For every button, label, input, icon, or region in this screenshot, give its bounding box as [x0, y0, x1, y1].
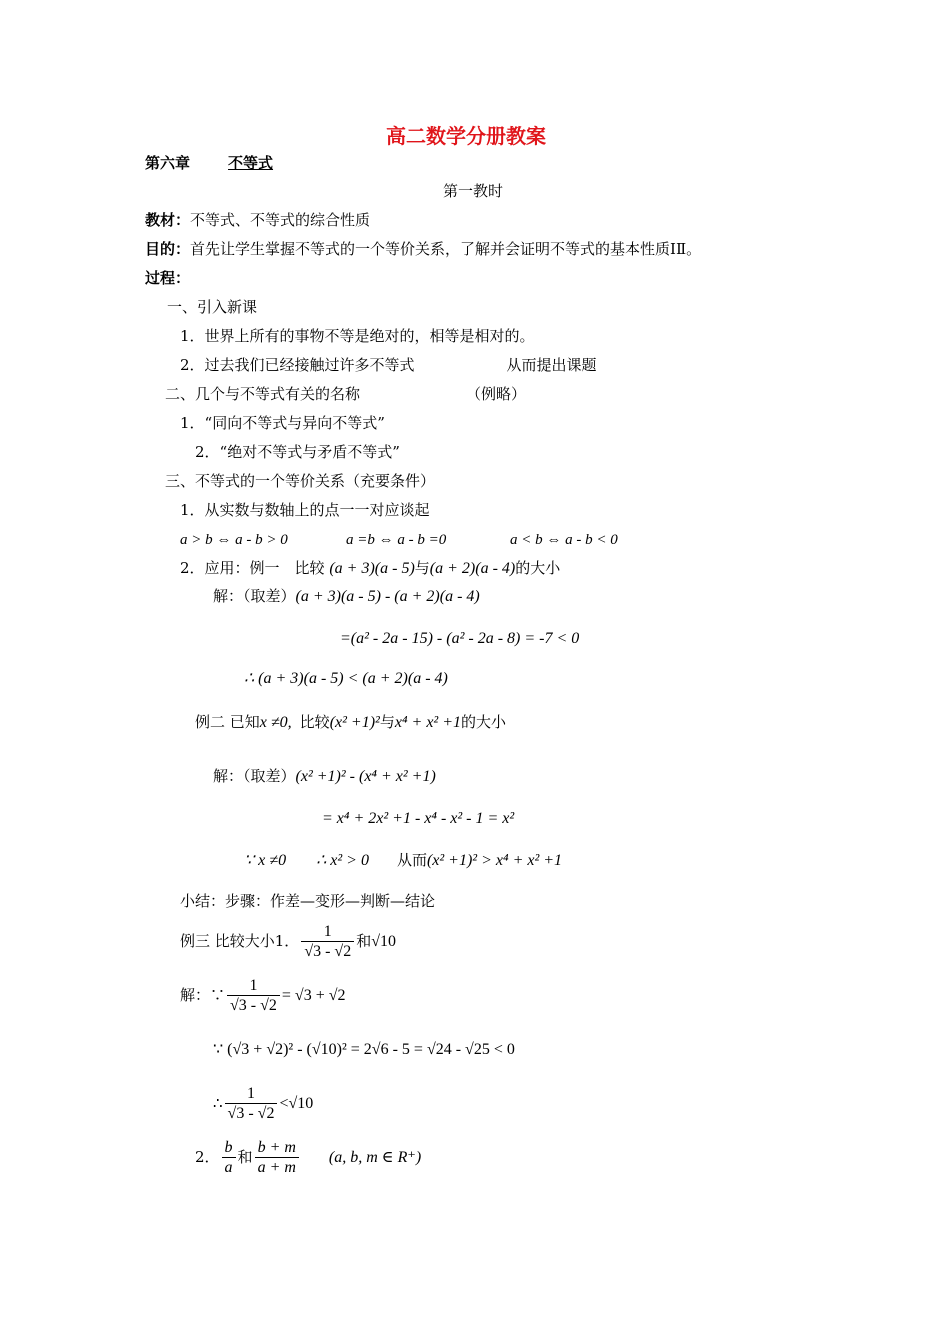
solution-2-label: 解：（取差）	[213, 767, 296, 785]
fraction-numerator: b	[224, 1138, 233, 1156]
fraction-numerator: 1	[249, 976, 258, 994]
solution-3-conclusion-fraction	[225, 1085, 278, 1124]
page-title: 高二数学分册教案	[386, 124, 546, 148]
section-2-item-2: 2．“绝对不等式与矛盾不等式”	[195, 443, 400, 461]
section-3-heading: 三、不等式的一个等价关系（充要条件）	[165, 472, 436, 490]
chapter-heading	[145, 153, 273, 173]
period-label: 第一教时	[443, 182, 504, 200]
section-1-item-1: 1．世界上所有的事物不等是绝对的，相等是相对的。	[180, 327, 535, 345]
example-1-expr-1: (a + 3)(a - 5)	[329, 560, 415, 577]
fraction-denominator: √3 - √2	[225, 1103, 278, 1124]
example-3-statement	[180, 922, 396, 962]
example-2-condition: x ≠0,	[259, 714, 292, 731]
solution-3-fraction	[227, 977, 280, 1016]
fraction-denominator: √3 - √2	[301, 941, 354, 962]
example-2-mid: 与	[379, 713, 395, 731]
fraction-numerator: 1	[246, 1084, 255, 1102]
goal-text: 首先让学生掌握不等式的一个等价关系，了解并会证明不等式的基本性质ⅠⅡ。	[190, 240, 702, 258]
example-3-part-2	[195, 1138, 421, 1178]
solution-3-line-1	[180, 976, 346, 1016]
relation-less: a < b ⇔ a - b < 0	[510, 532, 618, 548]
example-2-label: 例二 已知	[195, 713, 260, 731]
example-2-end: 的大小	[461, 713, 507, 731]
solution-2-line-3	[244, 850, 562, 871]
solution-3-less-than: <	[279, 1095, 289, 1112]
example-1-mid: 与	[414, 559, 430, 577]
example-1-label: 2．应用：例一 比较	[180, 559, 325, 577]
material-text: 不等式、不等式的综合性质	[190, 211, 371, 229]
solution-3-label: 解：∵	[180, 986, 226, 1004]
example-2-expr-1: (x² +1)²	[329, 714, 380, 731]
chapter-name: 不等式	[228, 154, 274, 172]
section-2-item-1: 1．“同向不等式与异向不等式”	[180, 414, 385, 432]
solution-3-line-2: ∵ (√3 + √2)² - (√10)² = 2√6 - 5 = √24 - √25 < 0	[213, 1041, 515, 1058]
fraction-denominator: √3 - √2	[227, 995, 280, 1016]
solution-1-expr: (a + 3)(a - 5) - (a + 2)(a - 4)	[295, 588, 480, 605]
part-2-fraction-1	[222, 1139, 236, 1178]
solution-3-rhs: = √3 + √2	[281, 987, 346, 1004]
example-3-and: 和	[356, 932, 372, 950]
example-2-expr-2: x⁴ + x² +1	[394, 714, 462, 731]
solution-2-therefore: ∴ x² > 0	[316, 852, 369, 869]
summary-line: 小结：步骤：作差—变形—判断—结论	[180, 892, 436, 910]
example-3-fraction	[301, 923, 354, 962]
solution-3-sqrt10: √10	[288, 1095, 314, 1112]
relation-equal: a =b ⇔ a - b =0	[346, 532, 447, 548]
goal-line	[145, 239, 701, 259]
fraction-denominator: a	[222, 1157, 236, 1178]
example-2-compare: 比较	[299, 713, 330, 731]
section-3-item-1: 1．从实数与数轴上的点一一对应谈起	[180, 501, 430, 519]
material-label: 教材：	[145, 211, 191, 229]
fraction-numerator: 1	[323, 922, 332, 940]
example-3-label: 例三 比较大小1．	[180, 932, 300, 950]
example-1-expr-2: (a + 2)(a - 4)	[429, 560, 516, 577]
part-2-label: 2．	[195, 1148, 220, 1166]
solution-2-expr: (x² +1)² - (x⁴ + x² +1)	[295, 768, 436, 785]
solution-2-line-2: = x⁴ + 2x² +1 - x⁴ - x² - 1 = x²	[322, 810, 515, 827]
example-1-statement	[180, 558, 560, 579]
example-3-sqrt10: √10	[371, 933, 396, 950]
goal-label: 目的：	[145, 240, 191, 258]
solution-2-because: ∵ x ≠0	[244, 852, 287, 869]
section-2-note: （例略）	[466, 385, 527, 403]
part-2-fraction-2	[255, 1139, 299, 1178]
solution-1-line-2: =(a² - 2a - 15) - (a² - 2a - 8) = -7 < 0	[340, 630, 580, 647]
section-2-heading	[165, 384, 526, 404]
chapter-label: 第六章	[145, 154, 191, 172]
section-1-heading: 一、引入新课	[167, 298, 258, 316]
fraction-denominator: a + m	[255, 1157, 299, 1178]
solution-2-line-1	[213, 766, 436, 787]
example-1-end: 的大小	[515, 559, 561, 577]
material-line	[145, 210, 370, 230]
part-2-condition: (a, b, m ∈ R⁺)	[328, 1149, 422, 1166]
solution-1-line-1	[213, 586, 480, 607]
part-2-and: 和	[237, 1148, 253, 1166]
solution-3-conclusion	[213, 1084, 313, 1124]
solution-1-conclusion: ∴ (a + 3)(a - 5) < (a + 2)(a - 4)	[244, 670, 448, 687]
section-1-item-2-tail: 从而提出课题	[506, 356, 597, 374]
relation-greater: a > b ⇔ a - b > 0	[180, 532, 288, 548]
solution-1-label: 解：（取差）	[213, 587, 296, 605]
solution-3-therefore: ∴	[213, 1094, 223, 1112]
section-1-item-2-text: 2．过去我们已经接触过许多不等式	[180, 356, 415, 374]
process-label: 过程：	[145, 269, 191, 287]
solution-2-conclusion: (x² +1)² > x⁴ + x² +1	[426, 852, 563, 869]
example-2-statement	[195, 712, 506, 733]
section-2-text: 二、几个与不等式有关的名称	[165, 385, 361, 403]
solution-2-thus: 从而	[396, 851, 427, 869]
fraction-numerator: b + m	[257, 1138, 296, 1156]
section-1-item-2	[180, 355, 597, 375]
